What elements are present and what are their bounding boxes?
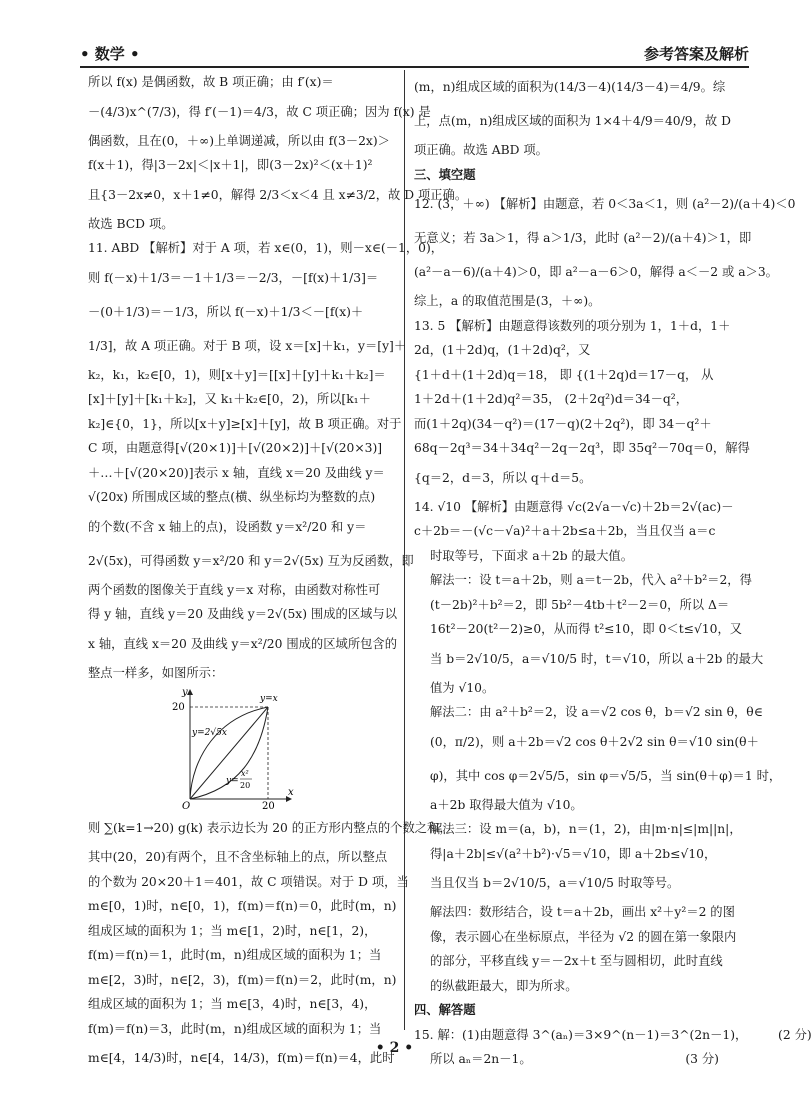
text-line: (a²－a－6)/(a＋4)＞0，即 a²－a－6＞0，解得 a＜－2 或 a＞3。 (414, 265, 778, 279)
text-line: φ)，其中 cos φ＝2√5/5，sin φ＝√5/5，当 sin(θ＋φ)＝1 时， (430, 768, 782, 783)
text-line: {q＝2，d＝3，所以 q＋d＝5。 (414, 470, 592, 485)
text-line: x 轴，直线 x＝20 及曲线 y＝x²/20 围成的区域所包含的 (88, 636, 398, 651)
text-line: 68q－2q³＝34＋34q²－2q－2q³，即 35q²－70q＝0，解得 (414, 441, 750, 455)
text-line: 时取等号，下面求 a＋2b 的最大值。 (430, 548, 634, 563)
text-line: 1/3]，故 A 项正确。对于 B 项，设 x＝[x]＋k₁，y＝[y]＋ (88, 338, 407, 353)
text-line: (m，n)组成区域的面积为(14/3－4)(14/3－4)＝4/9。综 (414, 80, 726, 94)
origin-label: O (182, 801, 191, 812)
text-line: 所以 aₙ＝2n－1。 (3 分) (430, 1052, 719, 1066)
text-line: 当且仅当 b＝2√10/5，a＝√10/5 时取等号。 (430, 876, 680, 890)
text-line: 无意义；若 3a＞1，得 a＞1/3，此时 (a²－2)/(a＋4)＞1，即 (414, 231, 752, 245)
text-line: 的部分，平移直线 y＝－2x＋t 至与圆相切，此时直线 (430, 954, 723, 968)
tick-y-20: 20 (172, 702, 185, 713)
text-line: 像，表示圆心在坐标原点，半径为 √2 的圆在第一象限内 (430, 929, 737, 944)
label-parabola-den: 20 (240, 781, 251, 790)
text-line: m∈[4，14/3)时，n∈[4，14/3)，f(m)＝f(n)＝4，此时 (88, 1051, 395, 1065)
text-line: c＋2b＝－(√c－√a)²＋a＋2b≤a＋2b，当且仅当 a＝c (414, 524, 716, 538)
text-line: 故选 BCD 项。 (88, 216, 174, 231)
y-axis-arrow (187, 689, 193, 695)
text-line: 解法三：设 m＝(a，b)，n＝(1，2)，由|m·n|≤|m||n|， (430, 822, 742, 836)
text-line: －(0＋1/3)＝－1/3，所以 f(－x)＋1/3＜－[f(x)＋ (88, 304, 364, 319)
text-line: 项正确。故选 ABD 项。 (414, 143, 548, 157)
text-line: {1＋d＋(1＋2d)q＝18， 即 {(1＋2q)d＝17－q， 从 (414, 367, 714, 382)
text-line: 两个函数的图像关于直线 y＝x 对称，由函数对称性可 (88, 582, 381, 597)
text-line: 解法一：设 t＝a＋2b，则 a＝t－2b，代入 a²＋b²＝2，得 (430, 573, 752, 587)
text-line: 11. ABD 【解析】对于 A 项，若 x∈(0，1)，则－x∈(－1，0)， (88, 241, 444, 255)
text-line: 的纵截距最大，即为所求。 (430, 978, 578, 993)
text-line: k₂，k₁，k₂∈[0，1)，则[x＋y]＝[[x]＋[y]＋k₁＋k₂]＝ (88, 367, 386, 382)
text-line: 解法二：由 a²＋b²＝2，设 a＝√2 cos θ，b＝√2 sin θ，θ∈ (430, 705, 763, 719)
page-number: • 2 • (375, 1040, 414, 1056)
tick-x-20: 20 (262, 801, 275, 812)
text-line: 所以 f(x) 是偶函数，故 B 项正确；由 f′(x)＝ (88, 75, 334, 89)
text-line: 组成区域的面积为 1；当 m∈[1，2)时，n∈[1，2)， (88, 923, 377, 938)
text-line: 综上，a 的取值范围是(3，＋∞)。 (414, 294, 601, 308)
text-line: a＋2b 取得最大值为 √10。 (430, 797, 583, 812)
text-line: f(m)＝f(n)＝3，此时(m，n)组成区域的面积为 1；当 (88, 1021, 382, 1036)
label-parabola-prefix: y= (226, 776, 239, 786)
section-heading: 四、解答题 (414, 1003, 476, 1017)
text-line: 得|a＋2b|≤√(a²＋b²)·√5＝√10，即 a＋2b≤√10， (430, 846, 717, 861)
text-line: 组成区域的面积为 1；当 m∈[3，4)时，n∈[3，4)， (88, 997, 377, 1011)
text-line: 1＋2d＋(1＋2d)q²＝35， (2＋2q²)d＝34－q²， (414, 392, 689, 406)
text-line: (0，π/2)，则 a＋2b＝√2 cos θ＋2√2 sin θ＝√10 sin(θ＋ (430, 734, 759, 749)
section-heading: 三、填空题 (414, 167, 476, 182)
page-header (80, 40, 749, 66)
text-line: k₂]∈{0，1}，所以[x＋y]≥[x]＋[y]，故 B 项正确。对于 (88, 416, 402, 431)
text-line: [x]＋[y]＋[k₁＋k₂]，又 k₁＋k₂∈[0，2)，所以[k₁＋ (88, 392, 371, 406)
text-line: 12. (3，＋∞) 【解析】由题意，若 0＜3a＜1，则 (a²－2)/(a＋4)＜0 (414, 197, 796, 211)
text-line: 当 b＝2√10/5，a＝√10/5 时，t＝√10，所以 a＋2b 的最大 (430, 651, 764, 666)
text-line: 而(1＋2q)(34－q²)＝(17－q)(2＋2q²)，即 34－q²＋ (414, 416, 712, 431)
text-line: 2√(5x)，可得函数 y＝x²/20 和 y＝2√(5x) 互为反函数，即 (88, 553, 414, 568)
text-line: 得 y 轴，直线 y＝20 及曲线 y＝2√(5x) 围成的区域与以 (88, 607, 398, 621)
text-line: 整点一样多，如图所示： (88, 665, 224, 680)
text-line: f(x＋1)，得|3－2x|＜|x＋1|，即(3－2x)²＜(x＋1)² (88, 158, 373, 172)
text-line: C 项，由题意得[√(20×1)]＋[√(20×2)]＋[√(20×3)] (88, 441, 383, 455)
text-line: m∈[0，1)时，n∈[0，1)，f(m)＝f(n)＝0，此时(m，n) (88, 899, 397, 913)
text-line: f(m)＝f(n)＝1，此时(m，n)组成区域的面积为 1；当 (88, 948, 382, 962)
text-line: (t－2b)²＋b²＝2，即 5b²－4tb＋t²－2＝0，所以 Δ＝ (430, 597, 730, 612)
label-sqrt-curve: y=2√5x (192, 728, 227, 738)
x-axis-label: x (288, 787, 294, 798)
label-y-equals-x: y=x (260, 694, 278, 704)
text-line: ＋…＋[√(20×20)]表示 x 轴，直线 x＝20 及曲线 y＝ (88, 465, 385, 480)
text-line: 2d，(1＋2d)q，(1＋2d)q²，又 (414, 343, 591, 357)
label-parabola-num: x² (241, 769, 249, 778)
header-section: 参考答案及解析 (643, 44, 749, 63)
text-line: √(20x) 所围成区域的整点(横、纵坐标均为整数的点) (88, 490, 376, 504)
header-rule (80, 66, 749, 68)
header-subject: • 数学 • (80, 44, 140, 63)
right-column (414, 70, 812, 1072)
text-line: 偶函数，且在(0，＋∞)上单调递减，所以由 f(3－2x)＞ (88, 133, 390, 148)
y-axis-label: y (182, 687, 188, 698)
text-line: 13. 5 【解析】由题意得该数列的项分别为 1，1＋d，1＋ (414, 318, 731, 333)
text-line: 15. 解：(1)由题意得 3^(aₙ)＝3×9^(n－1)＝3^(2n－1)， (2 分) (414, 1027, 812, 1042)
text-line: 上，点(m，n)组成区域的面积为 1×4＋4/9＝40/9，故 D (414, 114, 731, 128)
text-line: 则 f(－x)＋1/3＝－1＋1/3＝－2/3，－[f(x)＋1/3]＝ (88, 270, 379, 285)
function-graph-figure (88, 687, 390, 812)
text-line: 值为 √10。 (430, 680, 495, 695)
text-line: 14. √10 【解析】由题意得 √c(2√a－√c)＋2b＝2√(ac)－ (414, 499, 734, 514)
text-line: 则 ∑(k=1→20) g(k) 表示边长为 20 的正方形内整点的个数之和， (88, 821, 452, 835)
text-line: 的个数(不含 x 轴上的点)，设函数 y＝x²/20 和 y＝ (88, 519, 367, 534)
text-line: 16t²－20(t²－2)≥0，从而得 t²≤10，即 0＜t≤√10，又 (430, 622, 743, 636)
text-line: 其中(20，20)有两个，且不含坐标轴上的点，所以整点 (88, 850, 388, 864)
text-line: 解法四：数形结合，设 t＝a＋2b，画出 x²＋y²＝2 的图 (430, 905, 735, 919)
text-line: －(4/3)x^(7/3)，得 f′(－1)＝4/3，故 C 项正确；因为 f(x) 是 (88, 104, 431, 119)
text-line: 且{3－2x≠0，x＋1≠0，解得 2/3＜x＜4 且 x≠3/2，故 D 项正确。 (88, 187, 468, 202)
graph-svg (168, 687, 298, 812)
text-line: m∈[2，3)时，n∈[2，3)，f(m)＝f(n)＝2，此时(m，n) (88, 972, 397, 987)
text-line: 的个数为 20×20＋1＝401，故 C 项错误。对于 D 项，当 (88, 874, 409, 889)
